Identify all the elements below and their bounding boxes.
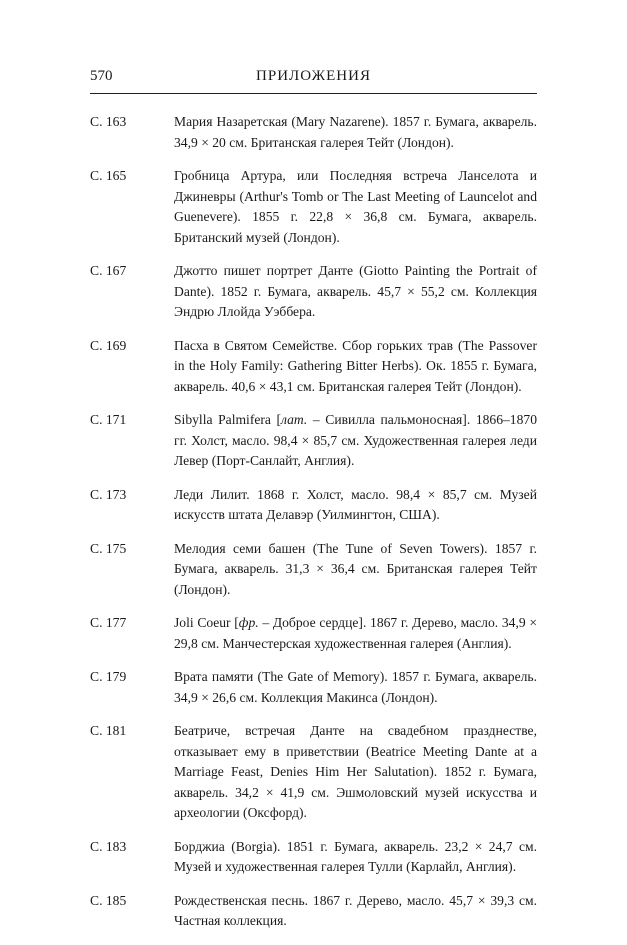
catalogue-entry xyxy=(90,410,537,472)
entry-page-ref: С. 185 xyxy=(90,892,127,908)
language-abbreviation: лат. xyxy=(281,412,308,427)
entry-description: Joli Coeur [фр. – Доброе сердце]. 1867 г. Дерево, масло. 34,9 × 29,8 см. Манчестерская художественная галерея (Англия). xyxy=(174,615,538,651)
entry-page-ref: С. 165 xyxy=(90,168,127,183)
entry-description: Гробница Артура, или Последняя встреча Ланселота и Джиневры (Arthur's Tomb or The Last Meeting of Launcelot and Guenevere). 1855 г. 22,8 × 36,8 см. Бумага, акварель. Британский музей (Лондон). xyxy=(174,168,537,245)
entry-page-ref: С. 163 xyxy=(90,114,127,129)
catalogue-entry xyxy=(90,336,537,398)
entry-page-ref: С. 181 xyxy=(90,723,127,738)
page-number: 570 xyxy=(90,68,113,84)
entry-page-ref: С. 179 xyxy=(90,669,127,684)
entry-description: Мелодия семи башен (The Tune of Seven Towers). 1857 г. Бумага, акварель. 31,3 × 36,4 см. Британская галерея Тейт (Лондон). xyxy=(174,540,537,597)
language-abbreviation: фр. xyxy=(238,615,259,630)
entry-description: Беатриче, встречая Данте на свадебном празднестве, отказывает ему в приветствии (Beatrice Meeting Dante at a Marriage Feast, Denies Him Her Salutation). 1852 г. Бумага, акварель. 34,2 × 41,9 см. Эшмоловский музей искусства и археологии (Оксфорд). xyxy=(174,723,537,820)
catalogue-entry xyxy=(90,261,537,323)
catalogue-entry xyxy=(90,485,537,526)
entry-description: Мария Назаретская (Mary Nazarene). 1857 г. Бумага, акварель. 34,9 × 20 см. Британская галерея Тейт (Лондон). xyxy=(174,114,537,150)
entry-page-ref: С. 173 xyxy=(90,486,127,502)
entry-description: Борджиа (Borgia). 1851 г. Бумага, акварель. 23,2 × 24,7 см. Музей и художественная галерея Тулли (Карлайл, Англия). xyxy=(174,838,537,874)
entry-page-ref: С. 177 xyxy=(90,615,127,630)
entry-description: Пасха в Святом Семействе. Сбор горьких трав (The Passover in the Holy Family: Gathering Bitter Herbs). Ок. 1855 г. Бумага, акварель. 40,6 × 43,1 см. Британская галерея Тейт (Лондон). xyxy=(174,337,537,394)
catalogue-entry xyxy=(90,667,537,708)
running-head: ПРИЛОЖЕНИЯ xyxy=(256,68,371,84)
entry-description: Рождественская песнь. 1867 г. Дерево, масло. 45,7 × 39,3 см. Частная коллекция. xyxy=(174,892,537,928)
catalogue-entry xyxy=(90,613,537,654)
catalogue-entry xyxy=(90,539,537,601)
catalogue-entry xyxy=(90,837,537,878)
entry-page-ref: С. 169 xyxy=(90,337,127,353)
entry-page-ref: С. 175 xyxy=(90,540,127,556)
entry-description: Леди Лилит. 1868 г. Холст, масло. 98,4 × 85,7 см. Музей искусств штата Делавэр (Уилмингтон, США). xyxy=(174,486,537,522)
entry-page-ref: С. 171 xyxy=(90,412,127,427)
catalogue-list xyxy=(90,112,537,945)
catalogue-entry xyxy=(90,166,537,248)
catalogue-entry xyxy=(90,891,537,932)
header-rule xyxy=(90,93,537,94)
catalogue-entry xyxy=(90,721,537,824)
catalogue-entry xyxy=(90,112,537,153)
entry-page-ref: С. 167 xyxy=(90,263,127,278)
entry-description: Врата памяти (The Gate of Memory). 1857 г. Бумага, акварель. 34,9 × 26,6 см. Коллекция Макинса (Лондон). xyxy=(174,669,537,705)
entry-description: Sibylla Palmifera [лат. – Сивилла пальмоносная]. 1866–1870 гг. Холст, масло. 98,4 × 85,7 см. Художественная галерея леди Левер (Порт-Санлайт, Англия). xyxy=(174,412,537,468)
entry-description: Джотто пишет портрет Данте (Giotto Painting the Portrait of Dante). 1852 г. Бумага, акварель. 45,7 × 55,2 см. Коллекция Эндрю Ллойда Уэббера. xyxy=(174,263,537,319)
entry-page-ref: С. 183 xyxy=(90,838,127,854)
